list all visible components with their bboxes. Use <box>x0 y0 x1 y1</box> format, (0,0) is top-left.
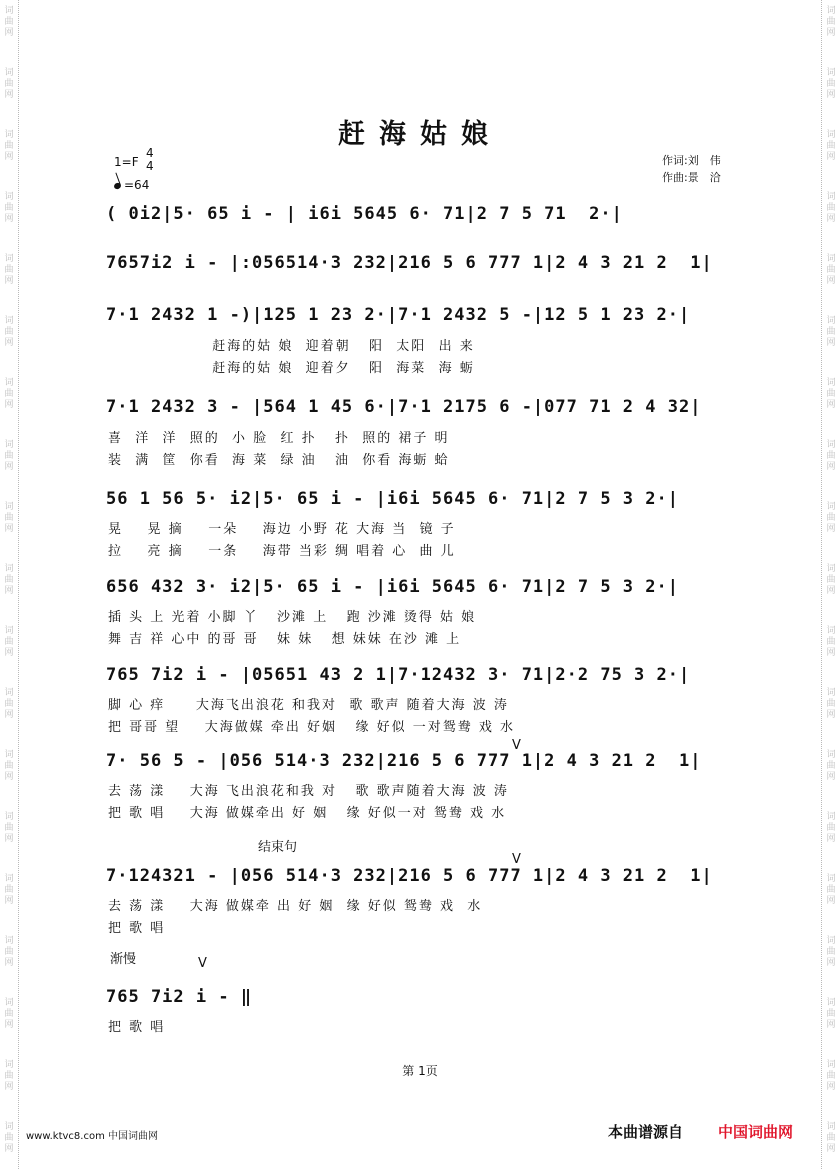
score-row: 56 1 56 5· i2|5· 65 i - |i6i 5645 6· 71|2 7 5 3 2·| <box>106 489 679 509</box>
lyric-line: 赶海的姑 娘 迎着夕 阳 海菜 海 蛎 <box>108 361 475 376</box>
slowing-marking: 渐慢 <box>110 952 137 967</box>
watermark-text: 词 曲 网 <box>4 68 14 100</box>
watermark-text: 词 曲 网 <box>4 812 14 844</box>
watermark-text: 词 曲 网 <box>826 378 836 410</box>
score-row: 765 7i2 i - ‖ <box>106 987 253 1007</box>
lyric-line: 把 哥哥 望 大海做媒 牵出 好姻 缘 好似 一对鸳鸯 戏 水 <box>108 720 515 735</box>
watermark-text: 词 曲 网 <box>826 192 836 224</box>
score-row: ( 0i2|5· 65 i - | i6i 5645 6· 71|2 7 5 71 2·| <box>106 204 623 224</box>
watermark-text: 词 曲 网 <box>826 130 836 162</box>
score-row: 7·1 2432 1 -)|125 1 23 2·|7·1 2432 5 -|12 5 1 23 2·| <box>106 305 691 325</box>
watermark-text: 词 曲 网 <box>826 440 836 472</box>
lyric-line: 把 歌 唱 大海 做媒牵出 好 姻 缘 好似一对 鸳鸯 戏 水 <box>108 806 507 821</box>
lyric-line: 拉 亮 摘 一条 海带 当彩 绸 唱着 心 曲 儿 <box>108 544 456 559</box>
watermark-text: 词 曲 网 <box>826 750 836 782</box>
song-title: 赶海姑娘 <box>338 119 502 150</box>
watermark-text: 词 曲 网 <box>826 254 836 286</box>
key-signature: 1=F <box>114 155 139 169</box>
lyricist-credit: 作词:刘 伟 <box>662 154 721 167</box>
right-margin-strip <box>821 0 840 1169</box>
tempo-marking: =64 <box>114 178 149 192</box>
site-footer: www.ktvc8.com 中国词曲网 <box>26 1131 159 1142</box>
watermark-text: 词 曲 网 <box>4 936 14 968</box>
watermark-text: 词 曲 网 <box>4 1122 14 1154</box>
watermark-text: 词 曲 网 <box>4 378 14 410</box>
watermark-text: 词 曲 网 <box>4 6 14 38</box>
watermark-text: 词 曲 网 <box>826 626 836 658</box>
watermark-text: 词 曲 网 <box>826 936 836 968</box>
accent-mark: V <box>512 738 521 753</box>
score-row: 656 432 3· i2|5· 65 i - |i6i 5645 6· 71|2 7 5 3 2·| <box>106 577 679 597</box>
watermark-text: 词 曲 网 <box>4 254 14 286</box>
watermark-text: 词 曲 网 <box>4 440 14 472</box>
watermark-text: 词 曲 网 <box>826 68 836 100</box>
lyric-line: 装 满 筐 你看 海 菜 绿 油 油 你看 海蛎 蛤 <box>108 453 450 468</box>
source-label: 本曲谱源自 <box>608 1123 684 1141</box>
watermark-text: 词 曲 网 <box>826 316 836 348</box>
watermark-text: 词 曲 网 <box>4 750 14 782</box>
score-row: 7657i2 i - |:056514·3 232|216 5 6 777 1|2 4 3 21 2 1| <box>106 253 713 273</box>
watermark-text: 词 曲 网 <box>4 998 14 1030</box>
watermark-text: 词 曲 网 <box>826 1060 836 1092</box>
watermark-text: 词 曲 网 <box>4 1060 14 1092</box>
lyric-line: 去 荡 漾 大海 飞出浪花和我 对 歌 歌声随着大海 波 涛 <box>108 784 509 799</box>
lyric-line: 插 头 上 光着 小脚 丫 沙滩 上 跑 沙滩 烫得 姑 娘 <box>108 610 477 625</box>
time-signature: 4 4 <box>146 146 154 173</box>
accent-mark: V <box>512 852 521 867</box>
lyric-line: 喜 洋 洋 照的 小 脸 红 扑 扑 照的 裙子 明 <box>108 431 450 446</box>
watermark-text: 词 曲 网 <box>4 130 14 162</box>
score-row: 765 7i2 i - |05651 43 2 1|7·12432 3· 71|2·2 75 3 2·| <box>106 665 691 685</box>
watermark-text: 词 曲 网 <box>4 316 14 348</box>
watermark-text: 词 曲 网 <box>826 1122 836 1154</box>
watermark-text: 词 曲 网 <box>4 192 14 224</box>
credits <box>662 152 721 186</box>
ending-marking: 结束句 <box>258 840 298 855</box>
score-row: 7· 56 5 - |056 514·3 232|216 5 6 777 1|2 4 3 21 2 1| <box>106 751 702 771</box>
composer-credit: 作曲:景 洽 <box>662 171 721 184</box>
page-number: 第 1页 <box>402 1064 438 1078</box>
lyric-line: 去 荡 漾 大海 做媒牵 出 好 姻 缘 好似 鸳鸯 戏 水 <box>108 899 483 914</box>
watermark-text: 词 曲 网 <box>4 502 14 534</box>
brand-logo[interactable]: 中国词曲网 <box>718 1123 794 1141</box>
watermark-text: 词 曲 网 <box>826 998 836 1030</box>
watermark-text: 词 曲 网 <box>826 874 836 906</box>
lyric-line: 把 歌 唱 <box>108 1020 166 1035</box>
quarter-note-icon <box>113 182 122 190</box>
watermark-text: 词 曲 网 <box>826 564 836 596</box>
accent-mark: V <box>198 956 207 971</box>
left-margin-strip <box>0 0 19 1169</box>
watermark-text: 词 曲 网 <box>826 6 836 38</box>
watermark-text: 词 曲 网 <box>826 502 836 534</box>
watermark-text: 词 曲 网 <box>4 564 14 596</box>
score-row: 7·1 2432 3 - |564 1 45 6·|7·1 2175 6 -|077 71 2 4 32| <box>106 397 702 417</box>
lyric-line: 脚 心 痒 大海飞出浪花 和我对 歌 歌声 随着大海 波 涛 <box>108 698 509 713</box>
lyric-line: 赶海的姑 娘 迎着朝 阳 太阳 出 来 <box>108 339 475 354</box>
watermark-text: 词 曲 网 <box>4 874 14 906</box>
score-row: 7·124321 - |056 514·3 232|216 5 6 777 1|2 4 3 21 2 1| <box>106 866 713 886</box>
watermark-text: 词 曲 网 <box>4 688 14 720</box>
lyric-line: 舞 吉 祥 心中 的哥 哥 妹 妹 想 妹妹 在沙 滩 上 <box>108 632 462 647</box>
lyric-line: 把 歌 唱 <box>108 921 166 936</box>
watermark-text: 词 曲 网 <box>826 812 836 844</box>
watermark-text: 词 曲 网 <box>826 688 836 720</box>
watermark-text: 词 曲 网 <box>4 626 14 658</box>
lyric-line: 晃 晃 摘 一朵 海边 小野 花 大海 当 镜 子 <box>108 522 456 537</box>
